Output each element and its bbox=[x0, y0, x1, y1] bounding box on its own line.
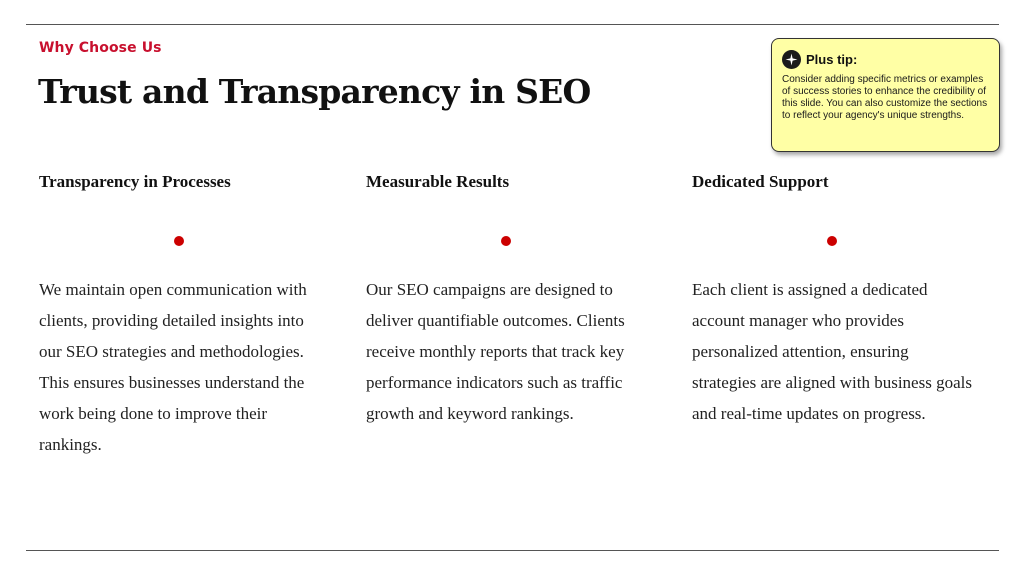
column-heading: Dedicated Support bbox=[692, 172, 829, 191]
tip-text: Consider adding specific metrics or examples of success stories to enhance the credibility of this slide. You can also customize the sections to reflect your agency's unique strengths. bbox=[782, 74, 988, 121]
bullet-dot bbox=[174, 236, 184, 246]
top-divider bbox=[26, 24, 999, 25]
column-body: We maintain open communication with clients, providing detailed insights into our SEO strategies and methodologies. This ensures businesses understand the work being done to improve their rankings. bbox=[39, 280, 307, 454]
tip-header bbox=[782, 49, 989, 69]
column-heading: Transparency in Processes bbox=[39, 172, 231, 191]
slide-title: Trust and Transparency in SEO bbox=[38, 72, 591, 111]
column-heading: Measurable Results bbox=[366, 172, 510, 191]
column-results bbox=[366, 172, 656, 423]
sparkle-icon bbox=[782, 50, 801, 69]
bullet-dot bbox=[827, 236, 837, 246]
bullet-dot bbox=[501, 236, 511, 246]
column-body: Each client is assigned a dedicated account manager who provides personalized attention, ensuring strategies are aligned with business goals and real-time updates on progress. bbox=[692, 280, 972, 423]
bottom-divider bbox=[26, 550, 999, 551]
column-transparency bbox=[39, 172, 329, 454]
column-body: Our SEO campaigns are designed to deliver quantifiable outcomes. Clients receive monthly reports that track key performance indicators such as traffic growth and keyword rankings. bbox=[366, 280, 625, 423]
plus-tip-callout bbox=[771, 38, 1000, 152]
section-eyebrow: Why Choose Us bbox=[39, 40, 162, 56]
tip-label: Plus tip: bbox=[806, 51, 858, 67]
column-support bbox=[692, 172, 982, 423]
